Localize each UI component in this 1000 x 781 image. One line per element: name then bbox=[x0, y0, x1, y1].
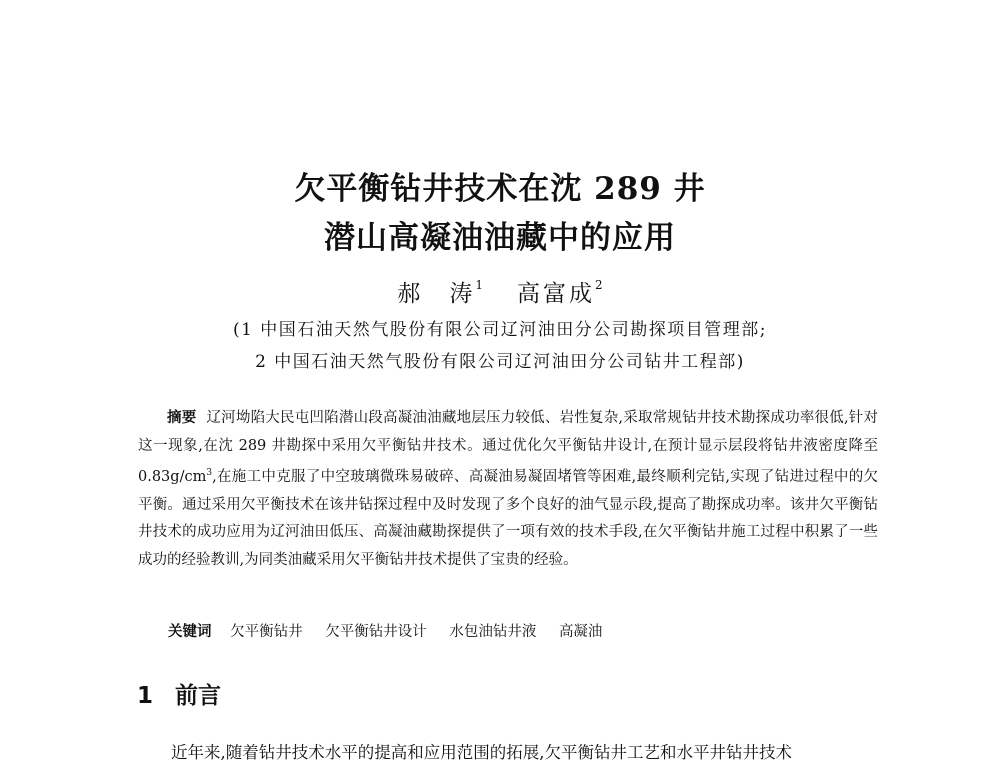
section-number: 1 bbox=[137, 683, 154, 709]
abstract-text-continued: ,在施工中克服了中空玻璃微珠易破碎、高凝油易凝固堵管等困难,最终顺利完钻,实现了钻进过程中的欠平衡。通过采用欠平衡技术在该井钻探过程中及时发现了多个良好的油气显示段,提高了勘探成功率。该井欠平衡钻井技术的成功应用为辽河油田低压、高凝油藏勘探提供了一项有效的技术手段,在欠平衡钻井施工过程中积累了一些成功的经验教训,为同类油藏采用欠平衡钻井技术提供了宝贵的经验。 bbox=[138, 469, 878, 568]
author-affiliation-mark: 1 bbox=[475, 278, 483, 292]
unit-superscript: 3 bbox=[206, 468, 213, 478]
affiliation-line-2: 2 中国石油天然气股份有限公司辽河油田分公司钻井工程部) bbox=[255, 352, 745, 372]
keywords bbox=[168, 620, 888, 641]
author-name: 高富成 bbox=[517, 281, 595, 307]
abstract bbox=[138, 404, 878, 574]
body-paragraph-first-line: 近年来,随着钻井技术水平的提高和应用范围的拓展,欠平衡钻井工艺和水平井钻井技术 bbox=[171, 743, 792, 762]
paper-title-line-1: 欠平衡钻井技术在沈 289 井 bbox=[294, 171, 706, 207]
author-name: 郝 涛 bbox=[397, 281, 476, 307]
section-title: 前言 bbox=[175, 683, 222, 709]
abstract-text: 辽河坳陷大民屯凹陷潜山段高凝油油藏地层压力较低、岩性复杂,采取常规钻井技术勘探成功率很低,针对这一现象,在沈 289 井勘探中采用欠平衡钻井技术。通过优化欠平衡钻井设计,在预计显示层段将钻井液密度降至 0.83g/cm bbox=[138, 410, 879, 485]
abstract-label: 摘要 bbox=[167, 409, 197, 426]
keyword: 欠平衡钻井设计 bbox=[325, 624, 427, 640]
paper-title-line-2: 潜山高凝油油藏中的应用 bbox=[324, 220, 676, 256]
author-affiliation-mark: 2 bbox=[595, 278, 603, 292]
keywords-label: 关键词 bbox=[168, 623, 212, 640]
keyword: 水包油钻井液 bbox=[449, 624, 537, 640]
affiliation-line-1: (1 中国石油天然气股份有限公司辽河油田分公司勘探项目管理部; bbox=[232, 320, 768, 340]
keyword: 欠平衡钻井 bbox=[230, 624, 303, 640]
author-list bbox=[0, 275, 1000, 308]
section-heading bbox=[137, 677, 221, 710]
keyword: 高凝油 bbox=[558, 624, 603, 640]
